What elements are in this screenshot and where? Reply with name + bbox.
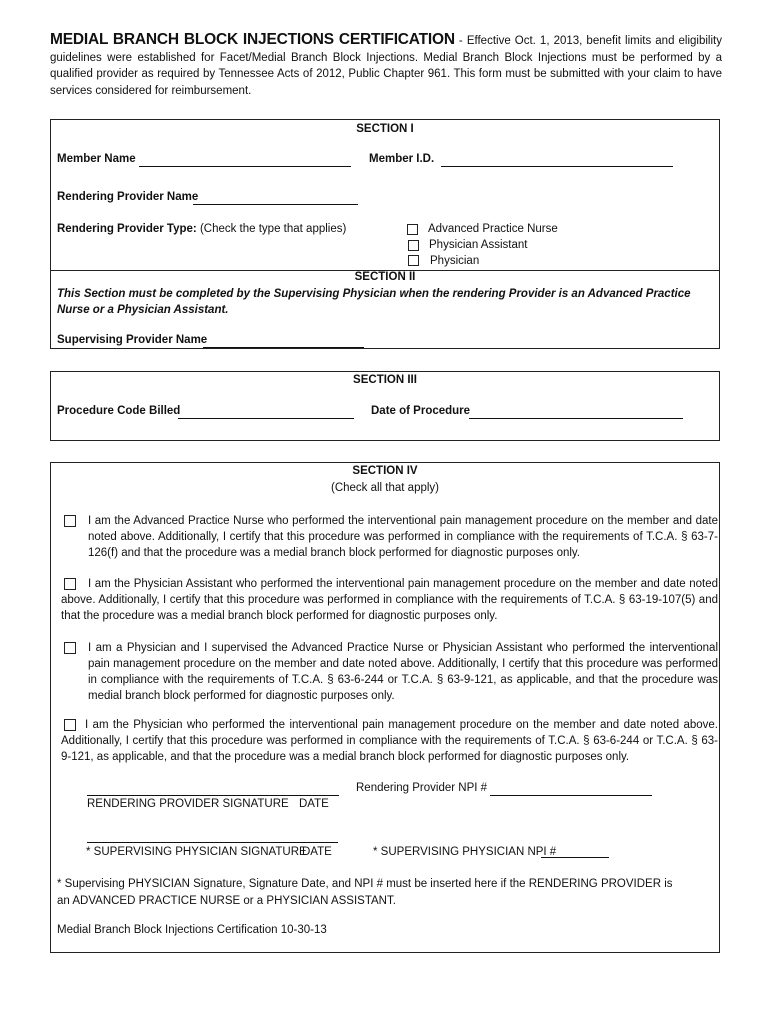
statement-1: I am the Advanced Practice Nurse who performed the interventional pain management procedure on the member and date noted above. Additionally, I certify that this procedure was performed in compliance with the requirements of T.C.A. § 63-7-126(f) and that the procedure was a medial branch block performed for diagnostic purposes only.: [88, 515, 718, 559]
physician-assistant-label: Physician Assistant: [429, 239, 528, 251]
rendering-signature-line[interactable]: [87, 795, 339, 796]
rendering-signature-label: RENDERING PROVIDER SIGNATURE: [87, 798, 289, 810]
member-name-label: Member Name: [57, 153, 136, 165]
supervising-provider-field[interactable]: [203, 347, 364, 348]
physician-label: Physician: [430, 255, 480, 267]
rendering-npi-field[interactable]: [490, 795, 652, 796]
section-2-instruction: This Section must be completed by the Supervising Physician when the rendering Provider is an Advanced Practice Nurse or a Physician Assistant.: [57, 288, 691, 316]
section-1-2-box: [50, 119, 720, 349]
form-intro: [50, 32, 722, 99]
advanced-practice-nurse-label: Advanced Practice Nurse: [428, 223, 558, 235]
rendering-provider-name-field[interactable]: [193, 204, 358, 205]
form-id: Medial Branch Block Injections Certification 10-30-13: [57, 924, 327, 936]
statement-1-checkbox[interactable]: [64, 515, 76, 527]
section-4-box: [50, 462, 720, 953]
section-3-title: SECTION III: [353, 374, 417, 386]
statement-3: I am a Physician and I supervised the Advanced Practice Nurse or Physician Assistant who performed the interventional pain management procedure on the member and date noted above. Additionally, I certify that this procedure was performed in compliance with the requirements of T.C.A. § 63-6-244 or T.C.A. § 63-9-121, as applicable, and that the procedure was medial branch block performed for diagnostic purposes only.: [88, 642, 718, 702]
member-id-field[interactable]: [441, 166, 673, 167]
rendering-date-label: DATE: [299, 798, 329, 810]
provider-type-row: [57, 223, 346, 235]
procedure-code-label: Procedure Code Billed: [57, 405, 181, 417]
supervising-npi-label: * SUPERVISING PHYSICIAN NPI #: [373, 846, 557, 858]
physician-assistant-checkbox[interactable]: [408, 240, 419, 251]
provider-type-hint: (Check the type that applies): [199, 223, 347, 235]
rendering-provider-name-label: Rendering Provider Name: [57, 191, 199, 203]
statement-4: I am the Physician who performed the interventional pain management procedure on the member and date noted above. Additionally, I certify that this procedure was performed in compliance with the requirements of T.C.A. § 63-6-244 or T.C.A. § 63-9-121, as applicable, and that the procedure was a medial branch block performed for diagnostic purposes only.: [61, 719, 718, 763]
date-of-procedure-label: Date of Procedure: [371, 405, 471, 417]
section-1-title: SECTION I: [356, 123, 414, 135]
supervising-npi-field[interactable]: [541, 857, 609, 858]
section-3-box: [50, 371, 720, 441]
section-2-title: SECTION II: [354, 271, 416, 283]
intro-text: - Effective Oct. 1, 2013, benefit limits and eligibility guidelines were established for Facet/Medial Branch Block Injections. Medial Branch Block Injections must be performed by a qualified provider as required by Tennessee Acts of 2012, Public Chapter 961. This form must be submitted with your claim to have services considered for reimbursement.: [50, 35, 722, 97]
provider-type-label: Rendering Provider Type:: [57, 223, 197, 235]
supervising-date-label: DATE: [302, 846, 332, 858]
rendering-npi-label: Rendering Provider NPI #: [356, 782, 488, 794]
supervising-provider-label: Supervising Provider Name: [57, 334, 208, 346]
advanced-practice-nurse-checkbox[interactable]: [407, 224, 418, 235]
statement-3-checkbox[interactable]: [64, 642, 76, 654]
section-4-title: SECTION IV: [352, 465, 418, 477]
procedure-code-field[interactable]: [178, 418, 354, 419]
date-of-procedure-field[interactable]: [469, 418, 683, 419]
supervising-signature-line[interactable]: [87, 842, 338, 843]
supervising-signature-label: * SUPERVISING PHYSICIAN SIGNATURE: [86, 846, 307, 858]
form-title: MEDIAL BRANCH BLOCK INJECTIONS CERTIFICATION: [50, 31, 455, 48]
member-name-field[interactable]: [139, 166, 351, 167]
member-id-label: Member I.D.: [369, 153, 435, 165]
statement-2: I am the Physician Assistant who performed the interventional pain management procedure on the member and date noted above. Additionally, I certify that this procedure was performed in compliance with the requirements of T.C.A. § 63-19-107(5) and that the procedure was a medial branch block performed for diagnostic purposes only.: [61, 578, 718, 622]
footnote: * Supervising PHYSICIAN Signature, Signature Date, and NPI # must be inserted here if the RENDERING PROVIDER is an ADVANCED PRACTICE NURSE or a PHYSICIAN ASSISTANT.: [57, 878, 673, 907]
physician-checkbox[interactable]: [408, 255, 419, 266]
section-4-subtitle: (Check all that apply): [330, 482, 440, 494]
